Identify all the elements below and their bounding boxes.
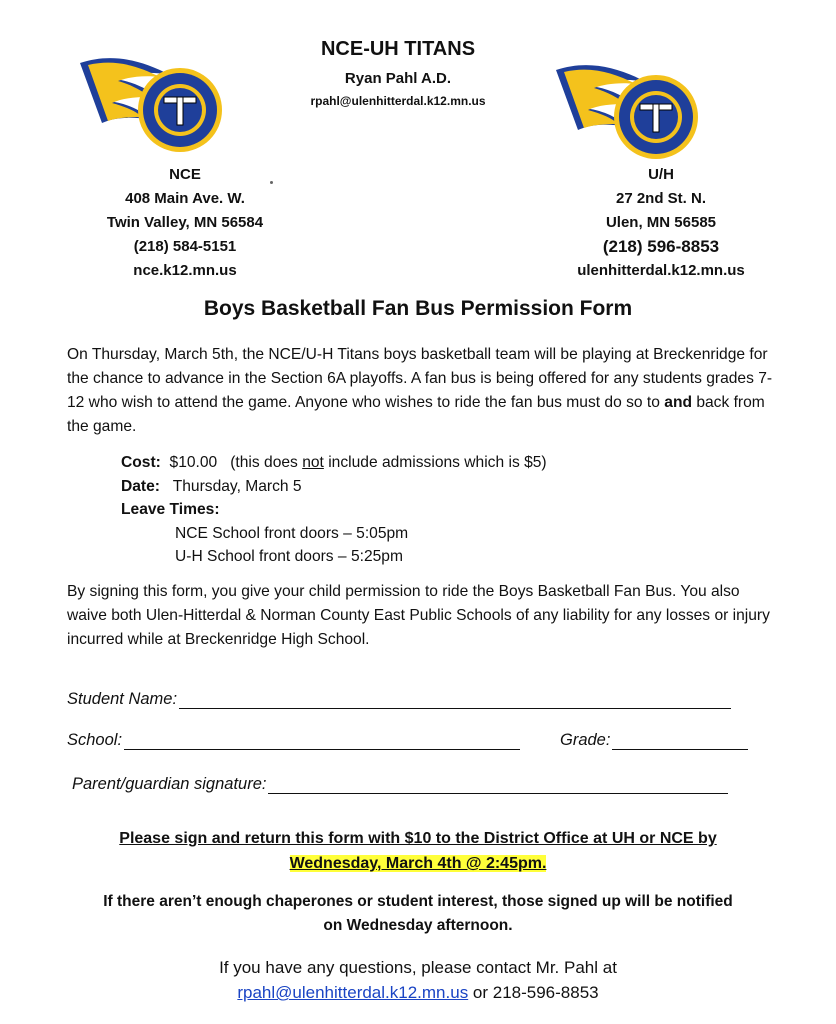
contact-email-link[interactable]: rpahl@ulenhitterdal.k12.mn.us (237, 983, 469, 1002)
titans-logo-right (546, 52, 706, 172)
waiver-paragraph: By signing this form, you give your child permission to ride the Boys Basketball Fan Bus. You also waive both Ulen-Hitterdal & Norman County East Public Schools of any liability for any losses or injury incurred while at Breckenridge High School. (67, 583, 770, 648)
date-value: Thursday, March 5 (172, 477, 302, 495)
grade-row (560, 731, 760, 750)
nce-phone: (218) 584-5151 (133, 238, 237, 255)
intro-paragraph (67, 343, 777, 439)
cost-note-b: include admissions which is $5) (323, 454, 547, 471)
nce-city: Twin Valley, MN 56584 (106, 214, 264, 231)
athletic-director-name: Ryan Pahl A.D. (344, 70, 452, 87)
return-notice (40, 826, 796, 876)
nce-address-block (80, 163, 290, 283)
parent-signature-row (72, 775, 772, 794)
uh-web: ulenhitterdal.k12.mn.us (577, 262, 745, 279)
intro-text: On Thursday, March 5th, the NCE/U-H Titans boys basketball team will be playing at Breckenridge for the chance to advance in the Section 6A playoffs. A fan bus is being offered for any students grades 7-12 who wish to attend the game. Anyone who wishes to ride the fan bus must do so to (67, 346, 773, 411)
school-label: School: (67, 731, 123, 749)
intro-text-end: back from the game. (67, 394, 765, 435)
school-field[interactable] (124, 732, 520, 750)
cost-row (121, 451, 771, 475)
titans-logo-left (70, 45, 230, 165)
uh-phone: (218) 596-8853 (602, 237, 720, 256)
school-row (67, 731, 537, 750)
uh-name: U/H (648, 166, 674, 183)
parent-signature-label: Parent/guardian signature: (72, 775, 267, 793)
cost-note-a: (this does (230, 454, 303, 471)
leave-times-label: Leave Times: (121, 501, 220, 518)
return-notice-line1: Please sign and return this form with $10 to the District Office at UH or NCE by (119, 830, 717, 847)
nce-street: 408 Main Ave. W. (125, 190, 245, 207)
contact-phone: or 218-596-8853 (468, 983, 599, 1002)
intro-bold-and: and (664, 394, 692, 411)
uh-street: 27 2nd St. N. (615, 190, 707, 207)
form-title: Boys Basketball Fan Bus Permission Form (203, 297, 633, 320)
header-title: NCE-UH TITANS (320, 38, 476, 60)
grade-label: Grade: (560, 731, 611, 749)
nce-web: nce.k12.mn.us (133, 262, 237, 279)
cancellation-warning (40, 890, 796, 938)
contact-info (40, 955, 796, 1005)
cost-label: Cost: (121, 454, 161, 471)
leave-time-nce: NCE School front doors – 5:05pm (175, 524, 409, 542)
leave-time-uh: U-H School front doors – 5:25pm (175, 548, 403, 565)
uh-city: Ulen, MN 56585 (605, 214, 717, 231)
header-email: rpahl@ulenhitterdal.k12.mn.us (310, 94, 486, 108)
warning-line2: on Wednesday afternoon. (323, 917, 513, 934)
trip-details (121, 451, 771, 569)
student-name-field[interactable] (179, 691, 731, 709)
student-name-label: Student Name: (67, 690, 178, 708)
return-deadline: Wednesday, March 4th @ 2:45pm. (289, 855, 547, 872)
contact-text: If you have any questions, please contact Mr. Pahl at (219, 958, 617, 977)
date-label: Date: (121, 477, 160, 495)
cost-value: $10.00 (169, 454, 218, 471)
student-name-row (67, 690, 757, 709)
titans-flaming-t-icon (546, 52, 706, 172)
nce-name: NCE (169, 166, 201, 183)
titans-flaming-t-icon (70, 45, 230, 165)
date-row (121, 475, 771, 499)
warning-line1: If there aren’t enough chaperones or student interest, those signed up will be notified (103, 893, 733, 910)
parent-signature-field[interactable] (268, 776, 728, 794)
cost-note-not: not (302, 454, 324, 471)
uh-address-block (556, 163, 766, 283)
grade-field[interactable] (612, 732, 748, 750)
